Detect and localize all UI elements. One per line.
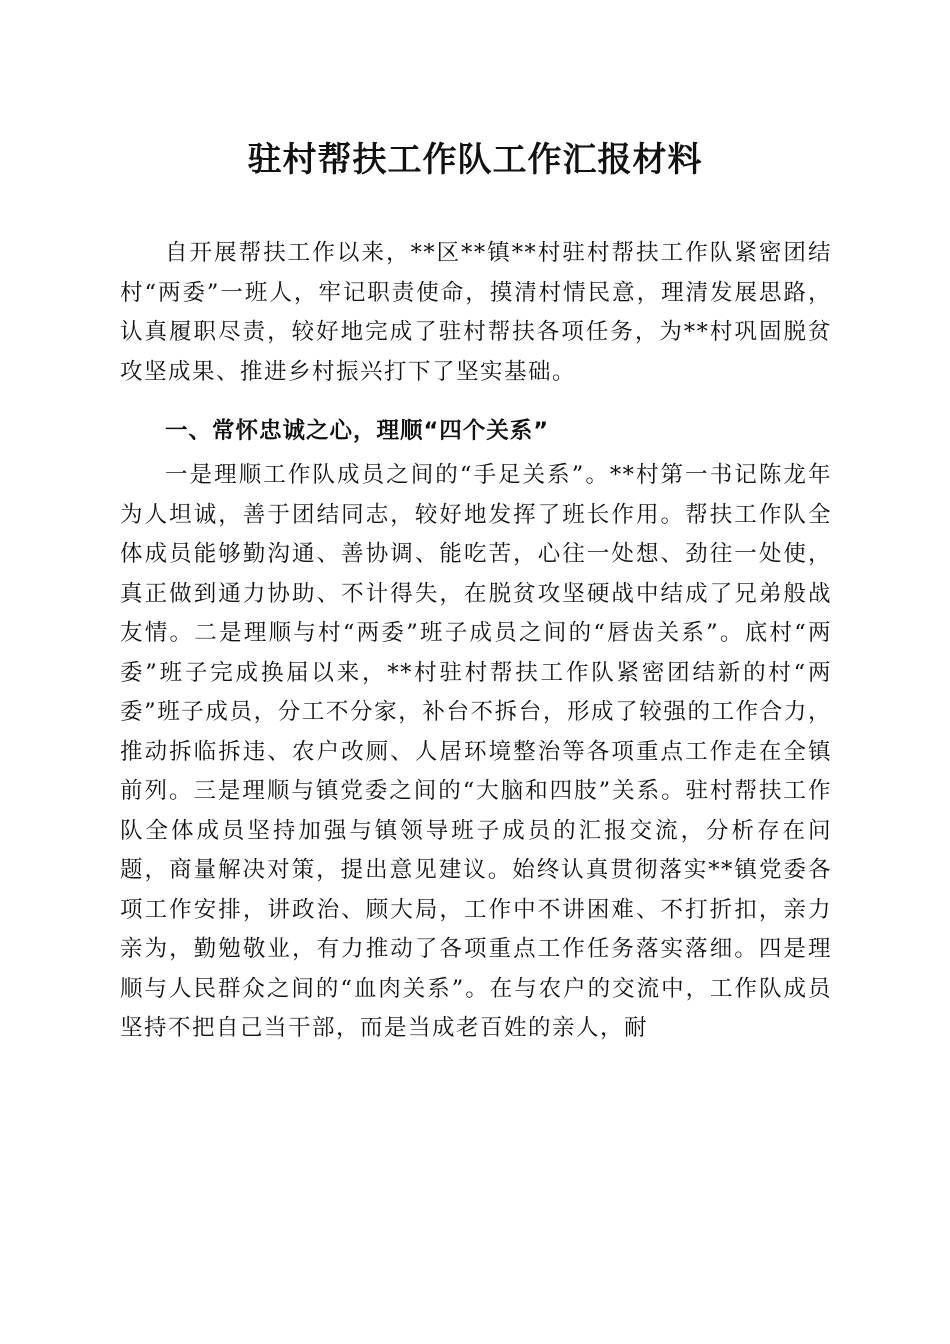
section-paragraph: 一是理顺工作队成员之间的“手足关系”。**村第一书记陈龙年为人坦诚，善于团结同志，较好地发挥了班长作用。帮扶工作队全体成员能够勤沟通、善协调、能吃苦，心往一处想、劲往一处使，真正做到通力协助、不计得失，在脱贫攻坚硬战中结成了兄弟般战友情。二是理顺与村“两委”班子成员之间的“唇齿关系”。底村“两委”班子完成换届以来，**村驻村帮扶工作队紧密团结新的村“两委”班子成员，分工不分家，补台不拆台，形成了较强的工作合力，推动拆临拆违、农户改厕、人居环境整治等各项重点工作走在全镇前列。三是理顺与镇党委之间的“大脑和四肢”关系。驻村帮扶工作队全体成员坚持加强与镇领导班子成员的汇报交流，分析存在问题，商量解决对策，提出意见建议。始终认真贯彻落实**镇党委各项工作安排，讲政治、顾大局，工作中不讲困难、不打折扣，亲力亲为，勤勉敬业，有力推动了各项重点工作任务落实落细。四是理顺与人民群众之间的“血肉关系”。在与农户的交流中，工作队成员坚持不把自己当干部，而是当成老百姓的亲人，耐	[120, 462, 832, 1041]
intro-paragraph: 自开展帮扶工作以来，**区**镇**村驻村帮扶工作队紧密团结村“两委”一班人，牢记职责使命，摸清村情民意，理清发展思路，认真履职尽责，较好地完成了驻村帮扶各项任务，为**村巩固脱贫攻坚成果、推进乡村振兴打下了坚实基础。	[120, 240, 832, 385]
document-title: 驻村帮扶工作队工作汇报材料	[247, 140, 703, 180]
section-heading: 一、常怀忠诚之心，理顺“四个关系”	[165, 418, 550, 444]
